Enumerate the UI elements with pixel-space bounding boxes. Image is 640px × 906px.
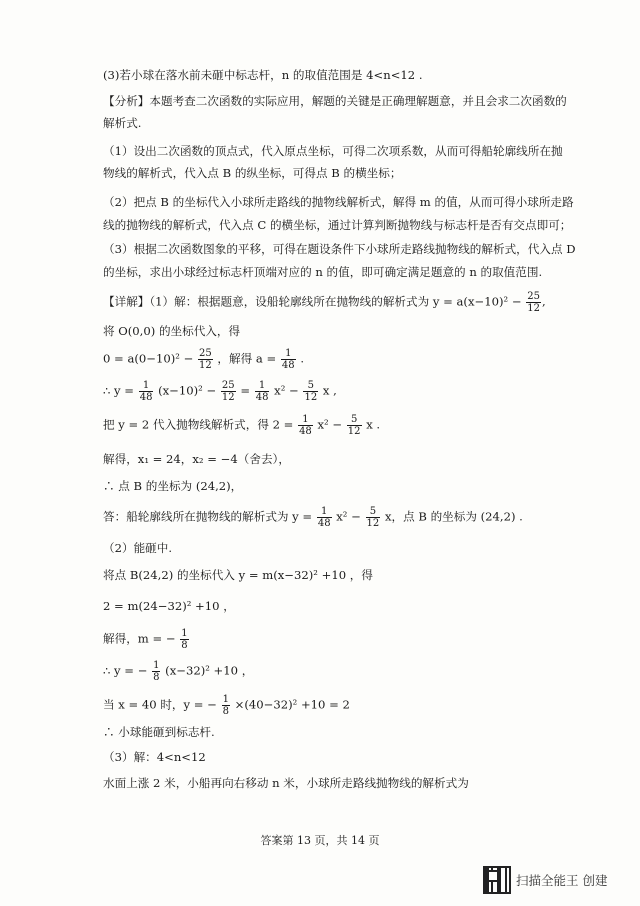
numerator: 1 [153,660,160,671]
fraction [221,380,236,403]
numerator: 1 [222,694,229,705]
denominator: 12 [221,392,235,403]
text-line: 将点 B(24,2) 的坐标代入 y = m(x−32)² +10 ，得 [103,568,373,582]
denominator: 12 [304,392,318,403]
text-span: (x−32)² +10 ， [165,663,254,678]
denominator: 48 [281,360,295,371]
qr-code-icon [483,866,511,894]
equation-line [103,380,570,403]
text-span: ×(40−32)² +10 = 2 [234,697,350,712]
text-span: 解得，m = − [103,631,176,646]
text-span: x [384,509,392,524]
text-line: (3)若小球在落水前未砸中标志杆，n 的取值范围是 4<n<12 . [103,68,423,82]
fraction [303,380,318,403]
text-line: 解得，x₁ = 24，x₂ = −4（舍去）， [103,452,290,466]
text-span: 答：船轮廓线所在抛物线的解析式为 y = [103,509,313,524]
denominator: 8 [181,640,188,651]
text-span: 把 y = 2 代入抛物线解析式，得 2 = [103,417,294,432]
fraction [281,348,296,371]
denominator: 12 [347,426,361,437]
fraction [347,414,362,437]
denominator: 8 [153,672,160,683]
denominator: 12 [366,518,380,529]
denominator: 12 [527,303,540,314]
equation-line [103,506,570,529]
text-line: 将 O(0,0) 的坐标代入，得 [103,324,241,338]
fraction [526,291,541,314]
numerator: 1 [255,380,270,392]
fraction [198,348,213,371]
text-span: ，点 B 的坐标为 (24,2) . [391,509,523,524]
text-line: （3）解：4<n<12 [103,750,206,764]
fraction [180,628,188,651]
fraction [255,380,270,403]
fraction [317,506,332,529]
equation-line [103,660,570,683]
text-span: ∴ y = − [103,663,148,678]
equation-line [103,348,570,371]
numerator: 25 [221,380,235,391]
fraction [222,694,230,717]
text-span: ，解得 a = [217,351,277,366]
page-footer: 答案第 13 页，共 14 页 [260,834,380,847]
numerator: 5 [347,414,362,426]
equation-line [103,414,570,437]
denominator: 12 [199,360,212,371]
text-span: (x−10)² − [158,383,217,398]
numerator: 1 [181,628,188,639]
text-span: x² − [274,383,299,398]
numerator: 5 [366,506,381,518]
denominator: 8 [222,706,229,717]
numerator: 25 [527,291,540,302]
denominator: 48 [255,392,269,403]
text-line: ∴ 点 B 的坐标为 (24,2)， [103,479,243,493]
fraction [366,506,381,529]
numerator: 1 [317,506,332,518]
text-span: ∴ y = [103,383,135,398]
denominator: 48 [139,392,153,403]
text-line: 水面上涨 2 米，小船再向右移动 n 米，小球所走路线抛物线的解析式为 [103,776,469,790]
text-line: 2 = m(24−32)² +10 ， [103,599,235,613]
text-span: x² − [336,509,361,524]
text-line: 解析式. [103,116,142,130]
text-line: （3）根据二次函数图象的平移，可得在题设条件下小球所走路线抛物线的解析式，代入点 D [103,242,576,256]
numerator: 1 [281,348,296,360]
text-line: 【分析】本题考查二次函数的实际应用，解题的关键是正确理解题意，并且会求二次函数的 [103,94,567,108]
fraction [152,660,160,683]
fraction [298,414,313,437]
scanner-watermark: 扫描全能王 创建 [516,873,608,888]
equation-line: 【详解】（1）解：根据题意，设船轮廓线所在抛物线的解析式为 y = a(x−10)² − $\frac{25}{12}$ , [103,291,546,314]
text-span: . [300,351,304,366]
text-span: 当 x = 40 时，y = − [103,697,217,712]
text-span: x , [322,383,337,398]
numerator: 1 [139,380,154,392]
numerator: 1 [298,414,313,426]
numerator: 25 [199,348,212,359]
text-span: 0 = a(0−10)² − [103,351,194,366]
equation-line [103,628,570,651]
text-span: 【详解】（1）解：根据题意，设船轮廓线所在抛物线的解析式为 y = a(x−10)² − [103,294,522,309]
text-span: x² − [317,417,343,432]
text-line: （2）把点 B 的坐标代入小球所走路线的抛物线解析式，解得 m 的值，从而可得小球所走路 [103,195,574,209]
text-line: 物线的解析式，代入点 B 的纵坐标，可得点 B 的横坐标； [103,166,402,180]
text-span: = [240,383,251,398]
text-line: （1）设出二次函数的顶点式，代入原点坐标，可得二次项系数，从而可得船轮廓线所在抛 [103,144,563,158]
denominator: 48 [299,426,312,437]
fraction [139,380,154,403]
text-line: 线的抛物线的解析式，代入点 C 的横坐标，通过计算判断抛物线与标志杆是否有交点即可； [103,218,572,232]
text-line: 的坐标，求出小球经过标志杆顶端对应的 n 的值，即可确定满足题意的 n 的取值范围. [103,265,543,279]
denominator: 48 [317,518,331,529]
numerator: 5 [303,380,318,392]
text-line: （2）能砸中. [103,541,173,555]
text-line: ∴ 小球能砸到标志杆. [103,725,215,739]
equation-line [103,694,570,717]
text-span: x . [366,417,381,432]
